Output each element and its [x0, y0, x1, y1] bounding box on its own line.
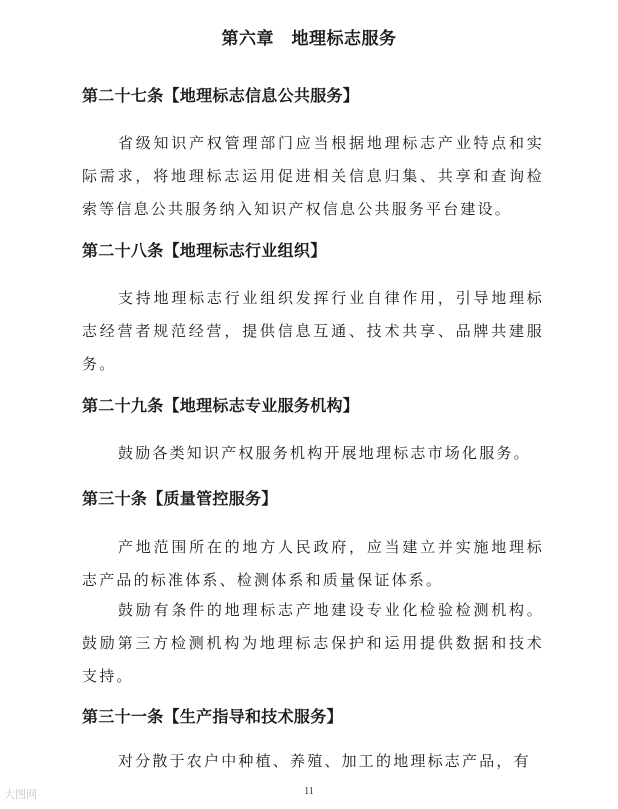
article-27-heading: 第二十七条【地理标志信息公共服务】: [82, 86, 360, 105]
article-29-paragraph: 鼓励各类知识产权服务机构开展地理标志市场化服务。: [118, 444, 531, 462]
article-30-heading: 第三十条【质量管控服务】: [82, 489, 278, 508]
article-30-paragraph-2: 鼓励有条件的地理标志产地建设专业化检验检测机构。鼓励第三方检测机构为地理标志保护和运用提供数据和技术支持。: [82, 601, 544, 685]
article-31-paragraph: 对分散于农户中种植、养殖、加工的地理标志产品，有: [118, 752, 531, 770]
article-28-heading: 第二十八条【地理标志行业组织】: [82, 241, 327, 260]
article-27-paragraph: 省级知识产权管理部门应当根据地理标志产业特点和实际需求，将地理标志运用促进相关信息归集、共享和查询检索等信息公共服务纳入知识产权信息公共服务平台建设。: [82, 134, 544, 218]
article-28-paragraph: 支持地理标志行业组织发挥行业自律作用，引导地理标志经营者规范经营，提供信息互通、技术共享、品牌共建服务。: [82, 289, 544, 373]
watermark: 大图网: [4, 788, 37, 801]
article-29-heading: 第二十九条【地理标志专业服务机构】: [82, 396, 360, 415]
page-number: 11: [304, 786, 314, 797]
article-31-heading: 第三十一条【生产指导和技术服务】: [82, 707, 343, 726]
chapter-title: 第六章 地理标志服务: [221, 29, 397, 49]
article-30-paragraph-1: 产地范围所在的地方人民政府，应当建立并实施地理标志产品的标准体系、检测体系和质量保证体系。: [82, 538, 544, 589]
